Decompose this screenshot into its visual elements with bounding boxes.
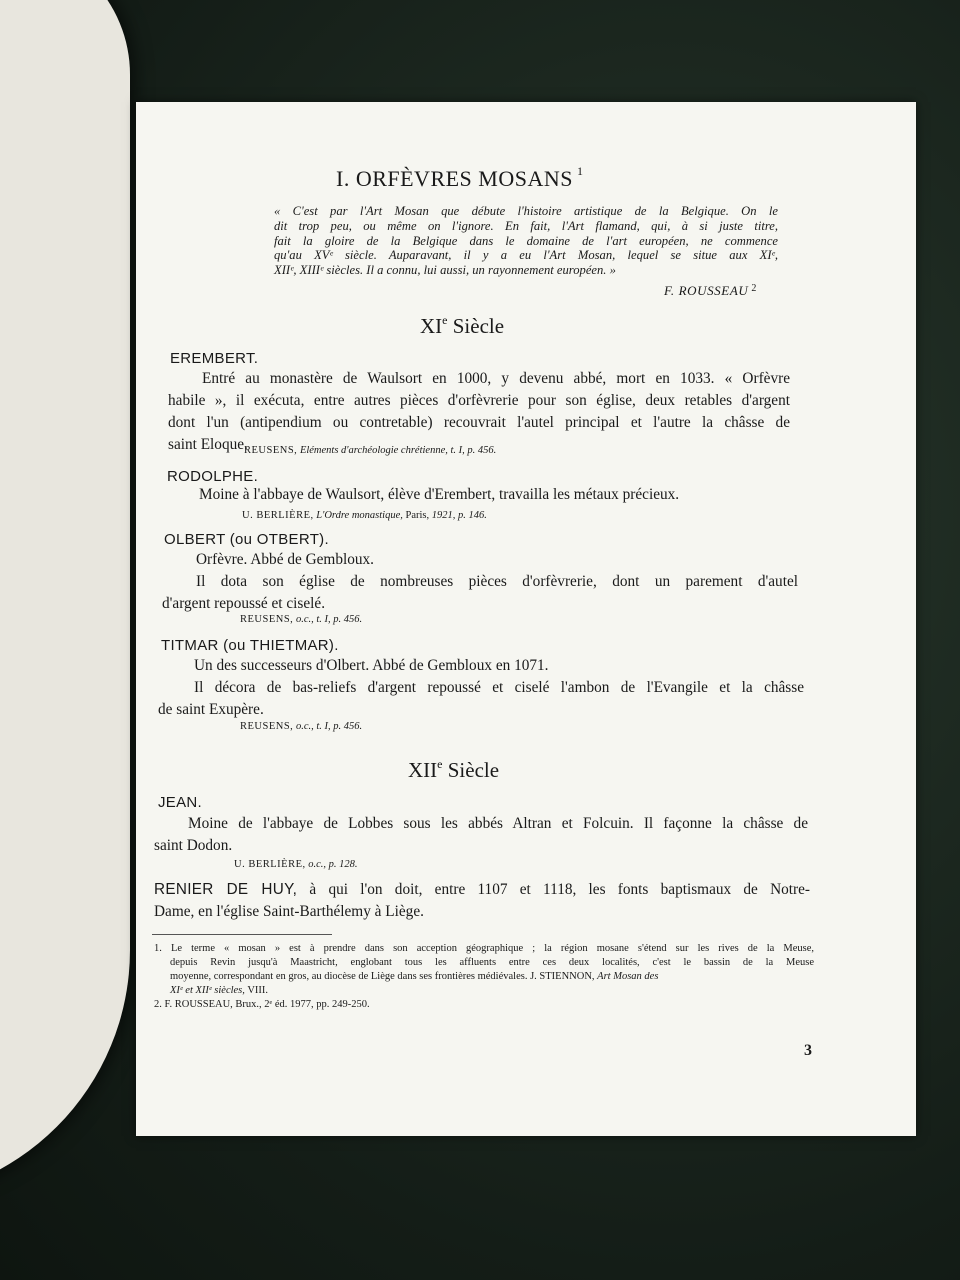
entry-name: RODOLPHE. (167, 468, 259, 485)
footnote-work: XIᵉ et XIIᵉ siècles, (170, 985, 245, 996)
epigraph-author-name: F. ROUSSEAU (664, 283, 749, 298)
footnote-number: 2. (154, 999, 162, 1010)
section-label: Siècle (452, 314, 505, 338)
section-numeral: XI (420, 314, 443, 338)
footnote-line (154, 998, 814, 1012)
entry-name: TITMAR (ou THIETMAR). (161, 637, 339, 654)
footnote-text: VIII. (247, 985, 269, 996)
entry-name: RENIER DE HUY, (154, 881, 298, 898)
footnote-line: depuis Revin jusqu'à Maastricht, englobant tous les affluents entre ces deux localités, c'est le bassin de la Meuse (170, 957, 814, 968)
ref-work: o.c., t. I, p. 456. (295, 721, 363, 732)
chapter-title-note: 1 (577, 164, 584, 178)
entry-line: de saint Exupère. (158, 701, 264, 718)
entry-text (158, 655, 804, 721)
section-sup: e (437, 757, 443, 771)
entry-line: saint Dodon. (154, 837, 233, 854)
entry-text (168, 368, 790, 456)
book-page (136, 102, 916, 1136)
entry-reference (242, 510, 487, 521)
ref-author: REUSENS, (244, 445, 298, 456)
entry-name: JEAN. (158, 794, 203, 811)
ref-work: L'Ordre monastique, (316, 510, 403, 521)
section-heading-xi (420, 314, 504, 339)
footnote-rule (152, 934, 332, 935)
facing-page (0, 0, 130, 1200)
ref-author: REUSENS, (240, 721, 294, 732)
entry-line: dont l'un (antipendium ou contretable) recouvrait l'autel principal et l'autre la châsse de (168, 414, 790, 431)
entry-line: Un des successeurs d'Olbert. Abbé de Gembloux en 1071. (194, 657, 549, 674)
ref-author: U. BERLIÈRE, (242, 510, 314, 521)
epigraph-line: dit trop peu, ou même on l'ignore. En fait, l'Art flamand, qui, à si juste titre, (274, 218, 778, 233)
entry-line: Entré au monastère de Waulsort en 1000, y devenu abbé, mort en 1033. « Orfèvre (202, 370, 790, 387)
entry-text (154, 813, 808, 857)
entry-text (154, 879, 810, 923)
entry-line: Dame, en l'église Saint-Barthélemy à Liège. (154, 903, 424, 920)
section-numeral: XII (408, 758, 438, 782)
footnote-text: moyenne, correspondant en gros, au diocèse de Liège dans ses frontières médiévales. J. STIENNON, (170, 971, 595, 982)
entry-name: EREMBERT. (170, 350, 259, 367)
footnote-text: Le terme « mosan » est à prendre dans son acception géographique ; la région mosane s'étend sur les rives de la Meuse, (170, 943, 815, 954)
ref-place: Paris, (405, 510, 430, 521)
footnote-text: F. ROUSSEAU, Brux., 2ᵉ éd. 1977, pp. 249-250. (164, 999, 370, 1010)
footnote-work: Art Mosan des (597, 971, 659, 982)
entry-line (154, 879, 810, 901)
ref-page: 1921, p. 146. (431, 510, 487, 521)
entry-line: Il dota son église de nombreuses pièces d'orfèvrerie, dont un parement d'autel (196, 573, 798, 590)
entry-line: habile », il exécuta, entre autres pièces d'orfèvrerie pour son église, deux retables d'argent (168, 392, 790, 409)
ref-work: o.c., t. I, p. 456. (295, 614, 363, 625)
entry-reference (244, 445, 496, 456)
footnote-line (154, 942, 814, 956)
entry-text (162, 549, 798, 615)
entry-line: d'argent repoussé et ciselé. (162, 595, 326, 612)
epigraph-author-note: 2 (751, 283, 757, 294)
entry-line: Moine à l'abbaye de Waulsort, élève d'Erembert, travailla les métaux précieux. (199, 486, 680, 503)
epigraph (274, 204, 778, 278)
epigraph-author (664, 283, 757, 299)
epigraph-line: « C'est par l'Art Mosan que débute l'histoire artistique de la Belgique. On le (274, 204, 778, 218)
ref-work: o.c., p. 128. (308, 859, 358, 870)
footnote (154, 942, 814, 1012)
entry-line: saint Eloque. (168, 436, 248, 453)
chapter-title-text: I. ORFÈVRES MOSANS (336, 166, 573, 191)
chapter-title (336, 166, 584, 192)
footnote-line (154, 984, 814, 998)
section-sup: e (442, 313, 448, 327)
entry-text (166, 484, 790, 506)
epigraph-line: fait la gloire de la Belgique dans le domaine de l'art européen, ne commence (274, 233, 778, 248)
ref-author: REUSENS, (240, 614, 294, 625)
section-label: Siècle (447, 758, 500, 782)
entry-reference (234, 859, 358, 870)
entry-line: Moine de l'abbaye de Lobbes sous les abbés Altran et Folcuin. Il façonne la châsse de (188, 815, 808, 832)
entry-line-text: à qui l'on doit, entre 1107 et 1118, les fonts baptismaux de Notre- (309, 881, 811, 898)
section-heading-xii (408, 758, 499, 783)
footnote-line (154, 970, 814, 984)
page-number: 3 (804, 1042, 812, 1059)
entry-name: OLBERT (ou OTBERT). (164, 531, 329, 548)
epigraph-line: qu'au XVᵉ siècle. Auparavant, il y a eu l'Art Mosan, lequel se situe aux XIᵉ, (274, 248, 778, 263)
epigraph-line: XIIᵉ, XIIIᵉ siècles. Il a connu, lui aussi, un rayonnement européen. » (274, 263, 616, 278)
ref-work: Eléments d'archéologie chrétienne, t. I, p. 456. (299, 445, 497, 456)
ref-author: U. BERLIÈRE, (234, 859, 306, 870)
footnote-number: 1. (154, 943, 162, 954)
entry-reference (240, 721, 362, 732)
entry-reference (240, 614, 362, 625)
entry-line: Il décora de bas-reliefs d'argent repoussé et ciselé l'ambon de l'Evangile et la châsse (194, 679, 804, 696)
entry-line: Orfèvre. Abbé de Gembloux. (196, 551, 374, 568)
